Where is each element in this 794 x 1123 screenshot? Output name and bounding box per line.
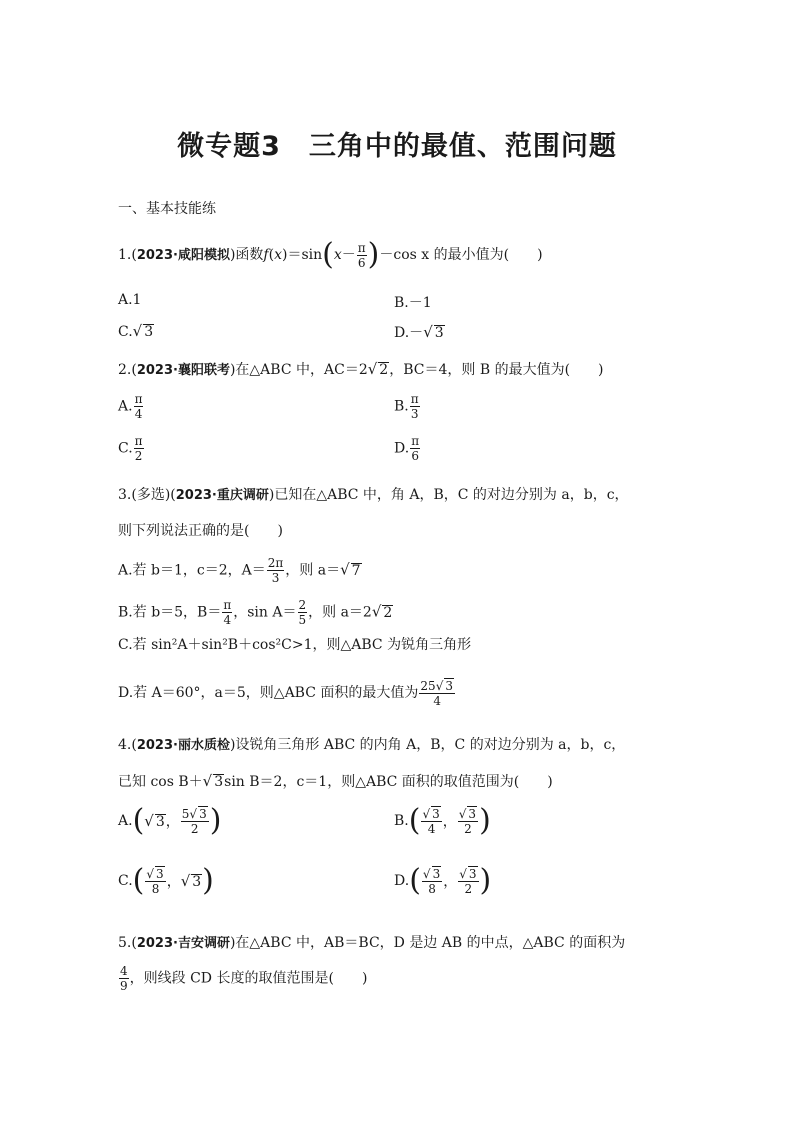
question-1: 1.(2023·咸阳模拟)函数f(x)＝sin(x－ $\frac{\pi}{6}$ )－cos x 的最小值为( )	[118, 237, 543, 272]
question-4-line-2: 已知 cos B＋√ 3sin B＝2，c＝1，则△ABC 面积的取值范围为( )	[118, 772, 553, 790]
q3-option-a: A.若 b＝1，c＝2，A＝ $\frac{2\pi}{3}$ ，则 a＝√ 7	[118, 556, 361, 585]
question-3: 3.(多选)(2023·重庆调研)已知在△ABC 中，角 A，B，C 的对边分别为 a，b，c，	[118, 487, 629, 503]
question-5: 5.(2023·吉安调研)在△ABC 中，AB＝BC，D 是边 AB 的中点，△ABC 的面积为	[118, 935, 626, 951]
question-2: 2.(2023·襄阳联考)在△ABC 中，AC＝2√ 2，BC＝4，则 B 的最大值为( )	[118, 360, 604, 378]
q4-option-a: A. ( √ 3 ， $\frac{5√ 3}{2}$ )	[118, 803, 222, 838]
page-title: 微专题3 三角中的最值、范围问题	[177, 131, 617, 162]
q4-option-d: D. ( $\frac{√ 3}{8}$ ， $\frac{√ 3}{2}$ )	[394, 863, 492, 898]
q4-option-c: C. ( $\frac{√ 3}{8}$ ， √ 3 )	[118, 863, 214, 898]
question-5-line-2: $\frac{4}{9}$ ，则线段 CD 长度的取值范围是( )	[120, 964, 368, 993]
q3-option-b: B.若 b＝5，B＝ $\frac{\pi}{4}$ ，sin A＝ $\frac{2}{5}$ ，则 a＝2√ 2	[118, 598, 393, 627]
question-3-line-2: 则下列说法正确的是( )	[118, 523, 283, 539]
q2-option-b: B. $\frac{\pi}{3}$	[394, 392, 419, 421]
q1-option-d: D.－√ 3	[394, 323, 444, 341]
section-heading: 一、基本技能练	[118, 201, 216, 217]
q4-option-b: B. ( $\frac{√ 3}{4}$ ， $\frac{√ 3}{2}$ )	[394, 803, 491, 838]
q2-option-c: C. $\frac{\pi}{2}$	[118, 434, 143, 463]
q3-option-d: D.若 A＝60°，a＝5，则△ABC 面积的最大值为 $\frac{25√ 3}{4}$	[118, 679, 453, 708]
question-4: 4.(2023·丽水质检)设锐角三角形 ABC 的内角 A，B，C 的对边分别为 a，b，c，	[118, 737, 626, 753]
q1-option-a: A.1	[118, 292, 142, 308]
q1-option-b: B.－1	[394, 295, 432, 311]
q3-option-c: C.若 sin²A＋sin²B＋cos²C>1，则△ABC 为锐角三角形	[118, 637, 472, 653]
q2-option-a: A. $\frac{\pi}{4}$	[118, 392, 143, 421]
q1-option-c: C.√ 3	[118, 322, 154, 340]
q2-option-d: D. $\frac{\pi}{6}$	[394, 434, 420, 463]
fraction-pi-over-6: $\frac{\pi}{6}$	[357, 240, 366, 270]
